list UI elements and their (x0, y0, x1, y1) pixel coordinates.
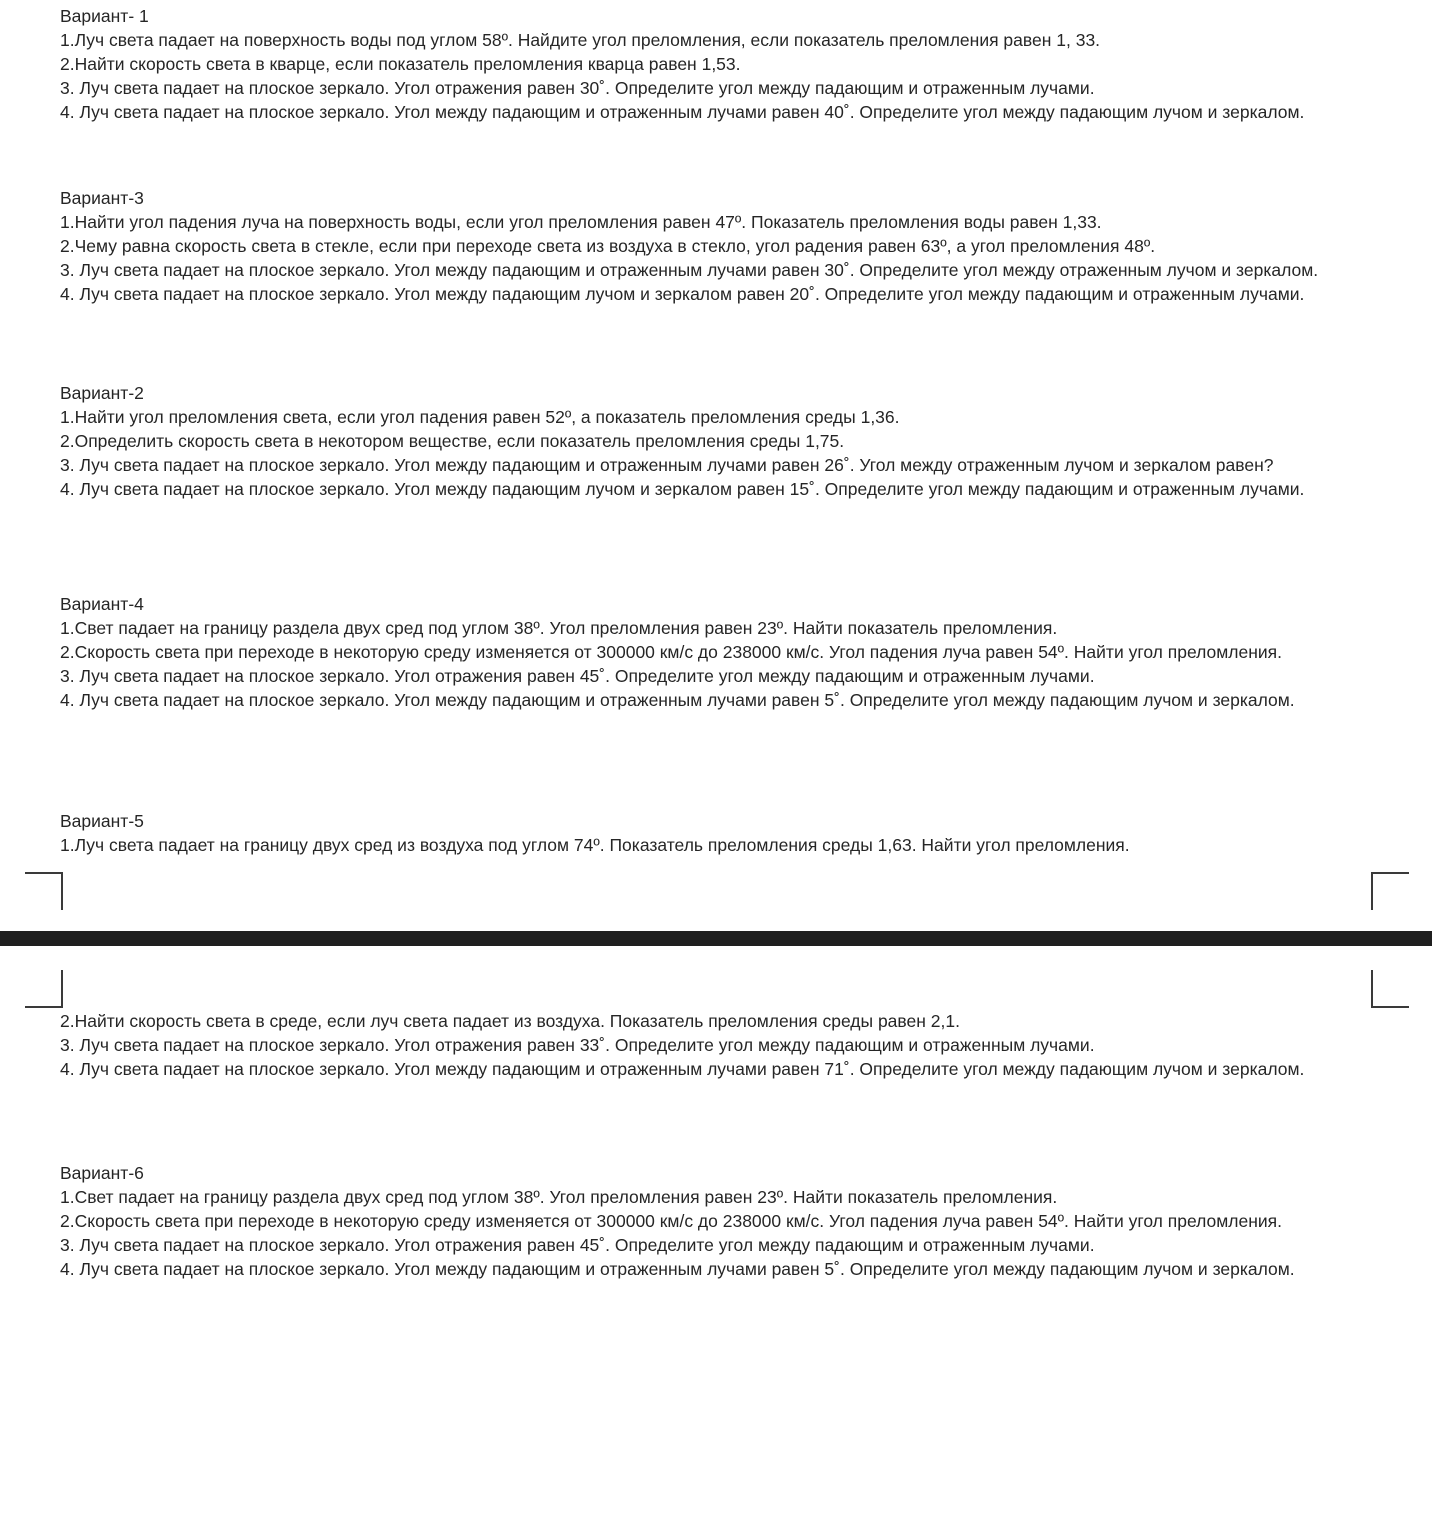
variant-5-task-2: 2.Найти скорость света в среде, если луч света падает из воздуха. Показатель преломления среды равен 2,1. (60, 1011, 960, 1031)
crop-mark-bottom-right (1371, 970, 1409, 1008)
variant-3-task-4: 4. Луч света падает на плоское зеркало. Угол между падающим лучом и зеркалом равен 20˚. Определите угол между падающим и отраженным лучами. (60, 284, 1305, 304)
variant-6-title: Вариант-6 (60, 1163, 144, 1183)
page-break-bar (0, 931, 1432, 946)
variant-2-title: Вариант-2 (60, 383, 144, 403)
variant-6-section (60, 1161, 1360, 1281)
crop-mark-bottom-left (25, 970, 63, 1008)
variant-4-task-1: 1.Свет падает на границу раздела двух сред под углом 38º. Угол преломления равен 23º. Найти показатель преломления. (60, 618, 1058, 638)
variant-1-task-2: 2.Найти скорость света в кварце, если показатель преломления кварца равен 1,53. (60, 54, 741, 74)
variant-1-task-4: 4. Луч света падает на плоское зеркало. Угол между падающим и отраженным лучами равен 40˚. Определите угол между падающим лучом и зеркалом. (60, 102, 1305, 122)
variant-2-section (60, 381, 1360, 501)
variant-1-section (60, 4, 1360, 124)
variant-3-task-3: 3. Луч света падает на плоское зеркало. Угол между падающим и отраженным лучами равен 30˚. Определите угол между отраженным лучом и зеркалом. (60, 260, 1319, 280)
crop-mark-top-right (1371, 872, 1409, 910)
variant-5-task-4: 4. Луч света падает на плоское зеркало. Угол между падающим и отраженным лучами равен 71˚. Определите угол между падающим лучом и зеркалом. (60, 1059, 1305, 1079)
variant-3-task-2: 2.Чему равна скорость света в стекле, если при переходе света из воздуха в стекло, угол радения равен 63º, а угол преломления 48º. (60, 236, 1156, 256)
variant-2-task-4: 4. Луч света падает на плоское зеркало. Угол между падающим лучом и зеркалом равен 15˚. Определите угол между падающим и отраженным лучами. (60, 479, 1305, 499)
variant-4-task-4: 4. Луч света падает на плоское зеркало. Угол между падающим и отраженным лучами равен 5˚. Определите угол между падающим лучом и зеркалом. (60, 690, 1295, 710)
variant-5-task-1: 1.Луч света падает на границу двух сред из воздуха под углом 74º. Показатель преломления среды 1,63. Найти угол преломления. (60, 835, 1130, 855)
variant-1-title: Вариант- 1 (60, 6, 149, 26)
variant-3-section (60, 186, 1360, 306)
variant-5-task-3: 3. Луч света падает на плоское зеркало. Угол отражения равен 33˚. Определите угол между падающим и отраженным лучами. (60, 1035, 1095, 1055)
variant-6-task-2: 2.Скорость света при переходе в некоторую среду изменяется от 300000 км/с до 238000 км/с. Угол падения луча равен 54º. Найти угол преломления. (60, 1211, 1283, 1231)
variant-2-task-1: 1.Найти угол преломления света, если угол падения равен 52º, а показатель преломления среды 1,36. (60, 407, 900, 427)
variant-4-title: Вариант-4 (60, 594, 144, 614)
variant-5-title: Вариант-5 (60, 811, 144, 831)
variant-3-title: Вариант-3 (60, 188, 144, 208)
variant-6-task-3: 3. Луч света падает на плоское зеркало. Угол отражения равен 45˚. Определите угол между падающим и отраженным лучами. (60, 1235, 1095, 1255)
variant-4-task-3: 3. Луч света падает на плоское зеркало. Угол отражения равен 45˚. Определите угол между падающим и отраженным лучами. (60, 666, 1095, 686)
variant-4-section (60, 592, 1360, 712)
variant-4-task-2: 2.Скорость света при переходе в некоторую среду изменяется от 300000 км/с до 238000 км/с. Угол падения луча равен 54º. Найти угол преломления. (60, 642, 1283, 662)
variant-2-task-3: 3. Луч света падает на плоское зеркало. Угол между падающим и отраженным лучами равен 26˚. Угол между отраженным лучом и зеркалом равен? (60, 455, 1274, 475)
variant-6-task-4: 4. Луч света падает на плоское зеркало. Угол между падающим и отраженным лучами равен 5˚. Определите угол между падающим лучом и зеркалом. (60, 1259, 1295, 1279)
variant-6-task-1: 1.Свет падает на границу раздела двух сред под углом 38º. Угол преломления равен 23º. Найти показатель преломления. (60, 1187, 1058, 1207)
variant-2-task-2: 2.Определить скорость света в некотором веществе, если показатель преломления среды 1,75. (60, 431, 845, 451)
variant-5-section-continued (60, 1009, 1360, 1081)
variant-5-section-start (60, 809, 1360, 857)
crop-mark-top-left (25, 872, 63, 910)
variant-1-task-1: 1.Луч света падает на поверхность воды под углом 58º. Найдите угол преломления, если показатель преломления равен 1, 33. (60, 30, 1101, 50)
variant-1-task-3: 3. Луч света падает на плоское зеркало. Угол отражения равен 30˚. Определите угол между падающим и отраженным лучами. (60, 78, 1095, 98)
variant-3-task-1: 1.Найти угол падения луча на поверхность воды, если угол преломления равен 47º. Показатель преломления воды равен 1,33. (60, 212, 1102, 232)
